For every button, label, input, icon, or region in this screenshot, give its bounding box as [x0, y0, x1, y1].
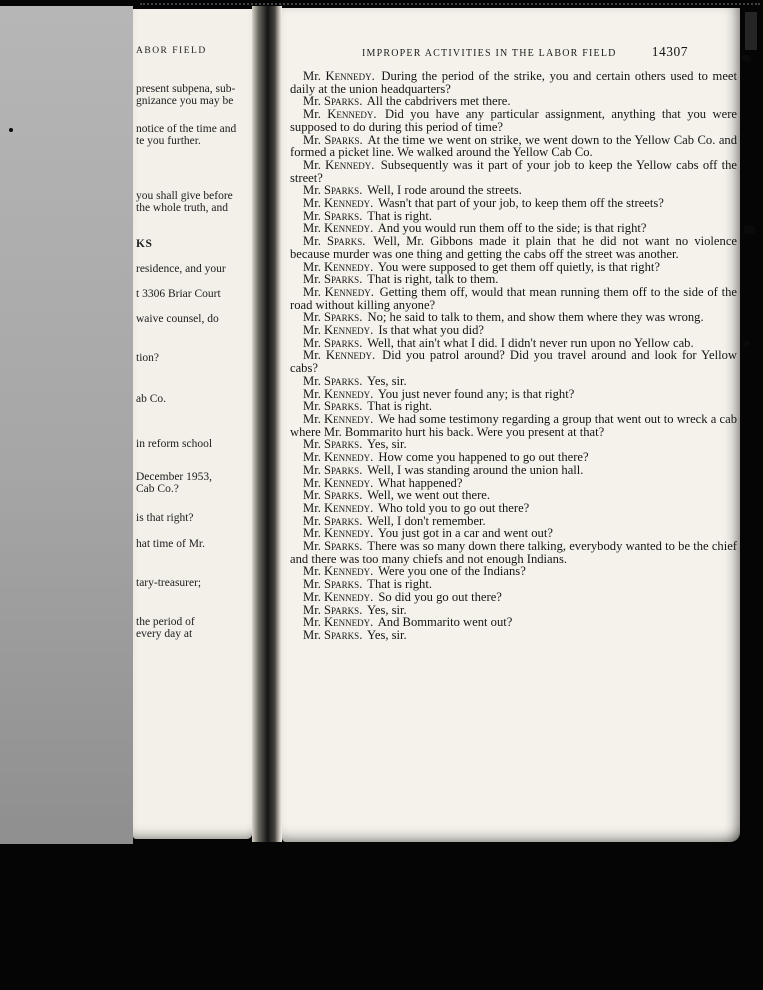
speaker-honorific: Mr.: [303, 539, 325, 554]
transcript-paragraph: Mr. Sparks. Well, that ain't what I did. I didn't never run upon no Yellow cab.: [303, 335, 694, 350]
scan-artifact: [742, 55, 751, 61]
speaker-honorific: Mr.: [303, 386, 324, 401]
speaker-honorific: Mr.: [303, 500, 324, 515]
transcript-paragraph: Mr. Kennedy. And Bommarito went out?: [303, 615, 513, 630]
transcript-paragraph: Mr. Sparks. That is right.: [303, 399, 432, 414]
speaker-honorific: Mr.: [303, 475, 324, 490]
scan-artifact: [745, 12, 757, 50]
speaker-name: Kennedy.: [324, 615, 374, 630]
transcript-paragraph: Mr. Kennedy. Did you have any particular assignment, anything that you were supposed to do during this period of time?: [290, 107, 737, 134]
left-page-text-fragment: ab Co.: [136, 393, 167, 405]
transcript-paragraph: Mr. Kennedy. Subsequently was it part of your job to keep the Yellow cabs off the street?: [290, 157, 738, 185]
speaker-name: Kennedy.: [324, 475, 374, 490]
speaker-honorific: Mr.: [303, 450, 324, 465]
right-page: [282, 8, 740, 842]
speaker-name: Sparks.: [324, 183, 363, 198]
speaker-name: Sparks.: [324, 335, 363, 350]
scan-artifact: [9, 128, 13, 132]
transcript-paragraph: Mr. Kennedy. Were you one of the Indians?: [303, 564, 526, 579]
transcript-paragraph: Mr. Sparks. Yes, sir.: [303, 627, 407, 642]
speaker-name: Sparks.: [324, 627, 363, 642]
transcript-paragraph: Mr. Kennedy. You just got in a car and went out?: [303, 526, 553, 541]
speaker-honorific: Mr.: [303, 69, 326, 83]
left-page-text-fragment: present subpena, sub-: [136, 83, 236, 95]
left-page-text-fragment: residence, and your: [136, 263, 226, 275]
left-page-text-fragment: tary-treasurer;: [136, 577, 202, 589]
speaker-honorific: Mr.: [303, 348, 326, 363]
speaker-honorific: Mr.: [303, 310, 324, 325]
transcript-paragraph: Mr. Kennedy. You were supposed to get them off quietly, is that right?: [303, 259, 660, 274]
speaker-honorific: Mr.: [303, 208, 324, 223]
speaker-name: Kennedy.: [324, 526, 374, 541]
transcript-paragraph: Mr. Sparks. Well, we went out there.: [303, 488, 491, 503]
transcript-paragraph: Mr. Sparks. Well, I rode around the streets.: [303, 183, 522, 198]
speaker-name: Sparks.: [324, 577, 363, 592]
speaker-name: Sparks.: [324, 310, 363, 325]
left-page-text-fragment: is that right?: [136, 512, 194, 524]
speaker-honorific: Mr.: [303, 107, 328, 122]
speaker-honorific: Mr.: [303, 183, 324, 198]
speaker-name: Kennedy.: [325, 348, 376, 363]
transcript-paragraph: Mr. Kennedy. Is that what you did?: [303, 323, 485, 338]
speaker-name: Kennedy.: [324, 411, 374, 426]
left-page-edge: [133, 9, 252, 839]
transcript-paragraph: Mr. Sparks. Yes, sir.: [303, 373, 407, 388]
speaker-name: Sparks.: [324, 539, 363, 554]
transcript-paragraph: Mr. Kennedy. We had some testimony regarding a group that went out to wreck a cab where Mr. Bommarito hurt his back. Were you present at that?: [290, 411, 737, 439]
speaker-honorific: Mr.: [303, 513, 324, 528]
speaker-name: Sparks.: [324, 272, 363, 287]
speaker-name: Sparks.: [324, 602, 363, 617]
left-page-text-fragment: December 1953,: [136, 471, 212, 483]
page-gutter-shadow: [252, 6, 282, 842]
speaker-honorific: Mr.: [303, 399, 324, 414]
left-page-text-fragment: the whole truth, and: [136, 202, 228, 214]
speaker-honorific: Mr.: [303, 284, 325, 299]
transcript-paragraph: Mr. Sparks. Yes, sir.: [303, 437, 407, 452]
transcript-paragraph: Mr. Sparks. That is right.: [303, 208, 432, 223]
transcript-body: [290, 70, 737, 642]
left-page-text-fragment: the period of: [136, 616, 195, 628]
speaker-name: Sparks.: [327, 234, 366, 249]
speaker-name: Kennedy.: [324, 259, 374, 274]
speaker-honorific: Mr.: [303, 94, 324, 109]
transcript-paragraph: Mr. Sparks. At the time we went on strike, we went down to the Yellow Cab Co. and formed a picket line. We walked around the Yellow Cab Co.: [290, 132, 738, 160]
speaker-honorific: Mr.: [303, 323, 324, 338]
left-page-text-fragment: in reform school: [136, 438, 213, 450]
left-page-text-fragment: Cab Co.?: [136, 483, 179, 495]
speaker-honorific: Mr.: [303, 411, 325, 426]
speaker-name: Kennedy.: [325, 157, 375, 172]
transcript-paragraph: Mr. Sparks. That is right, talk to them.: [303, 272, 499, 287]
speaker-honorific: Mr.: [303, 272, 324, 287]
speaker-name: Kennedy.: [325, 69, 375, 83]
speaker-honorific: Mr.: [303, 373, 324, 388]
left-page-text-fragment: notice of the time and: [136, 123, 237, 135]
speaker-name: Sparks.: [324, 513, 363, 528]
speaker-honorific: Mr.: [303, 526, 324, 541]
speaker-name: Sparks.: [324, 208, 363, 223]
transcript-paragraph: Mr. Sparks. All the cabdrivers met there.: [303, 94, 511, 109]
left-page-text-fragment: every day at: [136, 628, 193, 640]
left-page-text-fragment: te you further.: [136, 135, 201, 147]
transcript-paragraph: Mr. Kennedy. Who told you to go out there?: [303, 500, 530, 515]
speaker-honorific: Mr.: [303, 488, 324, 503]
speaker-honorific: Mr.: [303, 615, 324, 630]
left-page-text-fragment: you shall give before: [136, 190, 233, 202]
left-page-text-fragment: gnizance you may be: [136, 95, 234, 107]
speaker-name: Kennedy.: [324, 450, 374, 465]
transcript-paragraph: Mr. Sparks. No; he said to talk to them, and show them where they was wrong.: [303, 310, 704, 325]
transcript-paragraph: Mr. Sparks. Well, I was standing around the union hall.: [303, 462, 584, 477]
speaker-name: Kennedy.: [324, 284, 374, 299]
speaker-name: Sparks.: [324, 373, 363, 388]
speaker-honorific: Mr.: [303, 602, 324, 617]
transcript-paragraph: Mr. Kennedy. So did you go out there?: [303, 589, 502, 604]
speaker-honorific: Mr.: [303, 589, 324, 604]
speaker-name: Sparks.: [324, 132, 363, 147]
transcript-paragraph: Mr. Kennedy. Getting them off, would that mean running them off to the side of the road without killing anyone?: [290, 284, 737, 312]
scan-artifact: [743, 341, 750, 346]
speaker-name: Kennedy.: [327, 107, 377, 122]
transcript-paragraph: Mr. Kennedy. Did you patrol around? Did you travel around and look for Yellow cabs?: [290, 348, 737, 376]
transcript-paragraph: Mr. Kennedy. How come you happened to go out there?: [303, 450, 589, 465]
speaker-name: Kennedy.: [324, 500, 374, 515]
left-page-text-fragment: t 3306 Briar Court: [136, 288, 221, 300]
speaker-name: Kennedy.: [324, 221, 374, 236]
transcript-paragraph: Mr. Kennedy. And you would run them off to the side; is that right?: [303, 221, 647, 236]
speaker-honorific: Mr.: [303, 462, 324, 477]
left-page-text-fragment: ABOR FIELD: [136, 46, 207, 56]
running-header-title: IMPROPER ACTIVITIES IN THE LABOR FIELD: [362, 48, 617, 59]
left-page-text-fragment: tion?: [136, 352, 159, 364]
speaker-name: Kennedy.: [324, 564, 374, 579]
speaker-honorific: Mr.: [303, 335, 324, 350]
page-header: [362, 44, 688, 60]
transcript-paragraph: Mr. Kennedy. You just never found any; is that right?: [303, 386, 575, 401]
speaker-name: Kennedy.: [324, 323, 374, 338]
left-page-text-fragment: waive counsel, do: [136, 313, 219, 325]
left-page-text-fragment: hat time of Mr.: [136, 538, 205, 550]
scan-artifact: [744, 226, 755, 234]
transcript-paragraph: Mr. Sparks. Well, Mr. Gibbons made it plain that he did not want no violence because murder was one thing and getting the cabs off the street was another.: [290, 234, 737, 261]
speaker-honorific: Mr.: [303, 132, 325, 147]
transcript-paragraph: Mr. Kennedy. Wasn't that part of your job, to keep them off the streets?: [303, 196, 664, 211]
speaker-name: Sparks.: [324, 94, 363, 109]
speaker-name: Kennedy.: [324, 386, 374, 401]
page-number: 14307: [651, 44, 688, 59]
speaker-name: Kennedy.: [324, 589, 374, 604]
transcript-paragraph: Mr. Kennedy. What happened?: [303, 475, 463, 490]
speaker-honorific: Mr.: [303, 564, 324, 579]
speaker-name: Sparks.: [324, 488, 363, 503]
transcript-paragraph: Mr. Sparks. Yes, sir.: [303, 602, 407, 617]
left-page-text-fragment: KS: [136, 238, 153, 250]
speaker-honorific: Mr.: [303, 577, 324, 592]
transcript-paragraph: Mr. Sparks. There was so many down there talking, everybody wanted to be the chief and there was too many chiefs and not enough Indians.: [290, 539, 737, 566]
speaker-honorific: Mr.: [303, 259, 324, 274]
speaker-honorific: Mr.: [303, 157, 326, 172]
speaker-name: Kennedy.: [324, 196, 374, 211]
speaker-name: Sparks.: [324, 399, 363, 414]
transcript-paragraph: Mr. Sparks. Well, I don't remember.: [303, 513, 486, 528]
speaker-honorific: Mr.: [303, 221, 324, 236]
speaker-honorific: Mr.: [303, 437, 324, 452]
speaker-name: Sparks.: [324, 437, 363, 452]
scanner-background-left: [0, 6, 133, 844]
speaker-honorific: Mr.: [303, 196, 324, 211]
speaker-name: Sparks.: [324, 462, 363, 477]
scanner-edge-dotted-line: [140, 3, 760, 5]
transcript-paragraph: Mr. Kennedy. During the period of the strike, you and certain others used to meet daily at the union headquarters?: [290, 69, 738, 96]
speaker-honorific: Mr.: [303, 627, 324, 642]
transcript-paragraph: Mr. Sparks. That is right.: [303, 577, 432, 592]
speaker-honorific: Mr.: [303, 234, 328, 249]
